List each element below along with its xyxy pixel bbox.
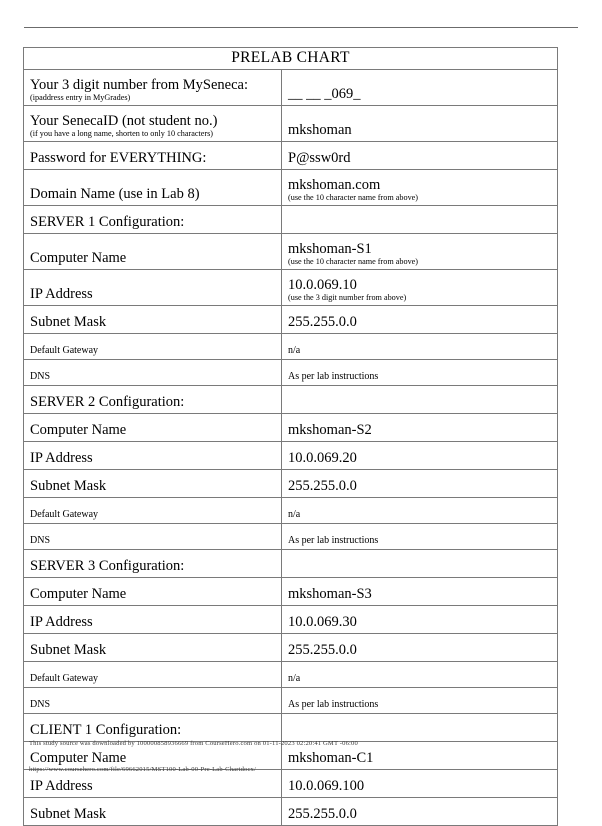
row-label-cell [24,206,282,234]
row-value-cell[interactable] [282,714,558,742]
table-row [24,206,558,234]
row-value: 255.255.0.0 [288,314,357,331]
row-label: IP Address [30,286,93,303]
table-row [24,550,558,578]
row-label-cell [24,606,282,634]
download-notice: This study source was downloaded by 100000858936669 from CourseHero.com on 01-11-2023 02:20:41 GMT -06:00 [29,740,358,747]
row-label-cell [24,306,282,334]
table-row [24,798,558,826]
row-label-cell [24,714,282,742]
row-label: CLIENT 1 Configuration: [30,722,182,739]
row-value-cell[interactable] [282,662,558,688]
row-value: 10.0.069.100 [288,778,365,795]
row-value: 10.0.069.10 [288,276,357,293]
table-row [24,662,558,688]
row-label-cell [24,170,282,206]
row-value: __ __ _069_ [288,86,361,103]
row-label: DNS [30,370,51,382]
row-label-cell [24,142,282,170]
row-value-cell[interactable] [282,234,558,270]
page-title: PRELAB CHART [24,48,558,70]
row-value-cell[interactable] [282,414,558,442]
table-row [24,334,558,360]
row-value: As per lab instructions [288,370,379,382]
row-label-cell [24,578,282,606]
row-label-note: (if you have a long name, shorten to only 10 characters) [30,129,214,138]
row-value-cell[interactable] [282,524,558,550]
prelab-chart-container [23,47,557,826]
row-label: IP Address [30,778,93,795]
row-value: mkshoman.com [288,176,381,193]
row-label: DNS [30,698,51,710]
row-value-cell[interactable] [282,306,558,334]
table-row [24,414,558,442]
table-row [24,106,558,142]
row-label-cell [24,662,282,688]
row-value-cell[interactable] [282,142,558,170]
row-value: As per lab instructions [288,698,379,710]
table-row [24,770,558,798]
row-value: 10.0.069.30 [288,614,357,631]
row-value-cell[interactable] [282,770,558,798]
row-label: SERVER 2 Configuration: [30,394,185,411]
row-value-cell[interactable] [282,498,558,524]
table-row [24,688,558,714]
row-label-cell [24,106,282,142]
row-value-cell[interactable] [282,470,558,498]
table-row [24,634,558,662]
row-value: 10.0.069.20 [288,450,357,467]
header-rule [24,27,578,28]
row-label: Computer Name [30,250,127,267]
row-label-note: (ipaddress entry in MyGrades) [30,93,131,102]
row-value: n/a [288,508,301,520]
table-row [24,70,558,106]
row-label-cell [24,386,282,414]
row-label: Subnet Mask [30,806,107,823]
table-row [24,470,558,498]
row-value: mkshoman [288,122,352,139]
row-label-cell [24,334,282,360]
table-row [24,270,558,306]
table-row [24,498,558,524]
table-title-row [24,48,558,70]
table-row [24,386,558,414]
row-value: mkshoman-S3 [288,586,372,603]
row-label: Subnet Mask [30,642,107,659]
row-value: P@ssw0rd [288,150,351,167]
row-label-cell [24,770,282,798]
row-value-cell[interactable] [282,206,558,234]
row-value-cell[interactable] [282,442,558,470]
row-value: n/a [288,672,301,684]
table-row [24,578,558,606]
row-value-cell[interactable] [282,578,558,606]
row-value-cell[interactable] [282,334,558,360]
row-value-cell[interactable] [282,360,558,386]
row-label: Your SenecaID (not student no.) [30,112,218,129]
row-label: Default Gateway [30,508,99,520]
row-label-cell [24,688,282,714]
row-label-cell [24,470,282,498]
row-value: n/a [288,344,301,356]
row-value: 255.255.0.0 [288,478,357,495]
row-value-note: (use the 10 character name from above) [288,193,419,202]
row-value-cell[interactable] [282,688,558,714]
row-value-cell[interactable] [282,106,558,142]
row-label: SERVER 1 Configuration: [30,214,185,231]
row-value-cell[interactable] [282,634,558,662]
row-label-cell [24,634,282,662]
row-label: Default Gateway [30,344,99,356]
table-row [24,234,558,270]
table-row [24,606,558,634]
row-label: Computer Name [30,586,127,603]
row-label: Default Gateway [30,672,99,684]
row-value-cell[interactable] [282,170,558,206]
row-value: 255.255.0.0 [288,806,357,823]
row-label: IP Address [30,450,93,467]
row-value-cell[interactable] [282,70,558,106]
row-label-cell [24,550,282,578]
row-label: IP Address [30,614,93,631]
table-row [24,442,558,470]
row-label: Subnet Mask [30,314,107,331]
row-label: Computer Name [30,750,127,767]
row-label-cell [24,798,282,826]
table-row [24,714,558,742]
row-label: Domain Name (use in Lab 8) [30,186,200,203]
row-value-note: (use the 10 character name from above) [288,257,419,266]
row-label: SERVER 3 Configuration: [30,558,185,575]
row-value-cell[interactable] [282,606,558,634]
row-value-cell[interactable] [282,386,558,414]
row-label-cell [24,270,282,306]
row-value: As per lab instructions [288,534,379,546]
row-label: Password for EVERYTHING: [30,150,207,167]
row-value: mkshoman-S2 [288,422,372,439]
row-label-cell [24,360,282,386]
row-label: Computer Name [30,422,127,439]
row-value: mkshoman-C1 [288,750,374,767]
row-value-cell[interactable] [282,550,558,578]
row-label-cell [24,234,282,270]
table-row [24,360,558,386]
row-value-cell[interactable] [282,270,558,306]
row-label-cell [24,70,282,106]
row-label-cell [24,442,282,470]
row-label: Subnet Mask [30,478,107,495]
prelab-chart-body [24,48,558,70]
row-value: 255.255.0.0 [288,642,357,659]
table-row [24,524,558,550]
table-row [24,170,558,206]
row-label-cell [24,498,282,524]
table-row [24,306,558,334]
table-row [24,142,558,170]
prelab-chart-rows [24,70,558,826]
row-value: mkshoman-S1 [288,240,372,257]
row-value-cell[interactable] [282,798,558,826]
row-label-cell [24,524,282,550]
prelab-chart-table [23,47,558,826]
row-label: Your 3 digit number from MySeneca: [30,76,249,93]
row-value-note: (use the 3 digit number from above) [288,293,407,302]
source-url: https://www.coursehero.com/file/69662015/MST100-Lab-00-Pre-Lab-Chartdocx/ [29,766,256,773]
row-label-cell [24,414,282,442]
row-label: DNS [30,534,51,546]
